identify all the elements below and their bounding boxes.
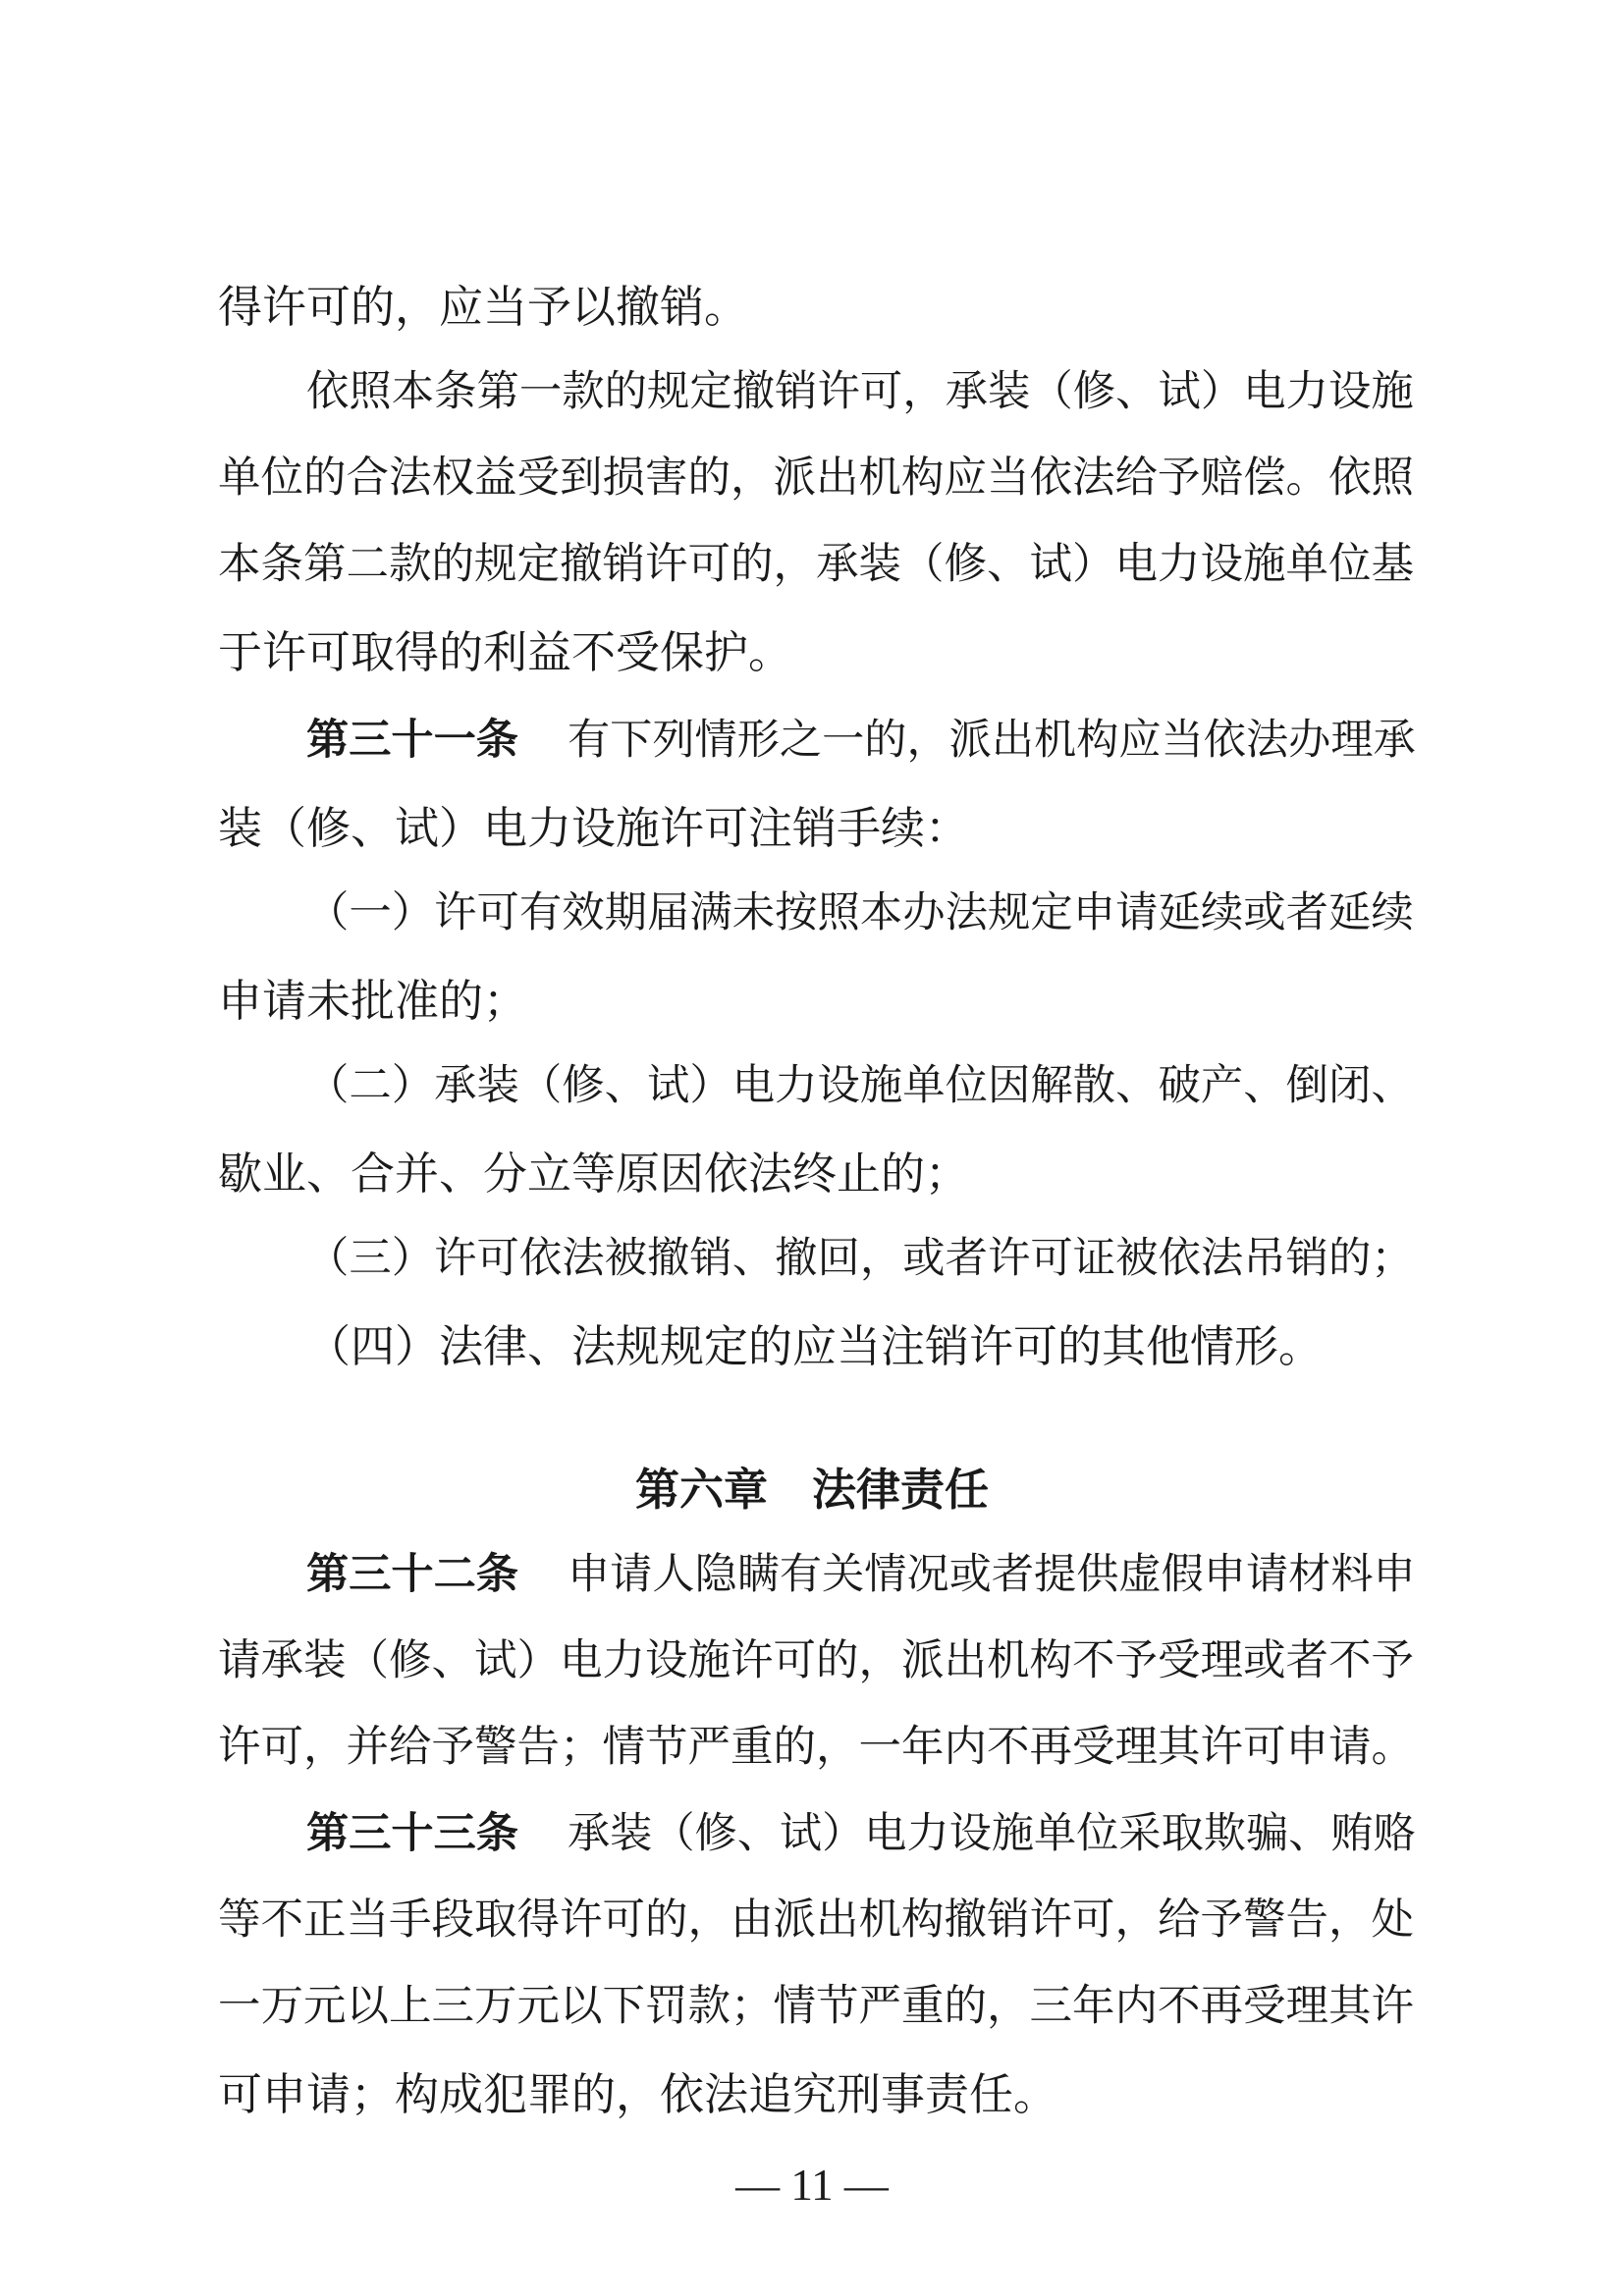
chapter-heading — [0, 1464, 1624, 1516]
paragraph-line: 请承装（修、试）电力设施许可的，派出机构不予受理或者不予 — [218, 1636, 1414, 1685]
paragraph-line: 本条第二款的规定撤销许可的，承装（修、试）电力设施单位基 — [218, 540, 1414, 589]
paragraph-line: 得许可的，应当予以撤销。 — [218, 281, 749, 333]
list-item-line: （一）许可有效期届满未按照本办法规定申请延续或者延续 — [306, 888, 1414, 937]
article-32-label: 第三十二条 — [306, 1550, 518, 1599]
article-33-label: 第三十三条 — [306, 1809, 518, 1858]
paragraph-line: 依照本条第一款的规定撤销许可，承装（修、试）电力设施 — [306, 367, 1414, 416]
paragraph-line: 等不正当手段取得许可的，由派出机构撤销许可，给予警告，处 — [218, 1896, 1414, 1945]
article-32-first-line — [306, 1550, 1416, 1599]
paragraph-line: 单位的合法权益受到损害的，派出机构应当依法给予赔偿。依照 — [218, 454, 1414, 503]
article-31-label: 第三十一条 — [306, 716, 518, 765]
paragraph-line: 装（修、试）电力设施许可注销手续： — [218, 802, 970, 854]
article-33-text: 承装（修、试）电力设施单位采取欺骗、贿赂 — [567, 1809, 1416, 1858]
list-item-line: （二）承装（修、试）电力设施单位因解散、破产、倒闭、 — [306, 1061, 1414, 1110]
paragraph-line: 可申请；构成犯罪的，依法追究刑事责任。 — [218, 2068, 1058, 2120]
chapter-number: 第六章 — [634, 1464, 768, 1516]
list-item-line: 歇业、合并、分立等原因依法终止的； — [218, 1148, 970, 1200]
article-33-first-line — [306, 1809, 1416, 1858]
article-31-first-line — [306, 716, 1416, 765]
list-item-line: （三）许可依法被撤销、撤回，或者许可证被依法吊销的； — [306, 1234, 1414, 1283]
chapter-title: 法律责任 — [812, 1464, 990, 1516]
paragraph-line: 于许可取得的利益不受保护。 — [218, 626, 793, 678]
list-item-line: （四）法律、法规规定的应当注销许可的其他情形。 — [306, 1320, 1324, 1372]
page-number: — 11 — — [735, 2161, 889, 2210]
article-31-text: 有下列情形之一的，派出机构应当依法办理承 — [567, 716, 1416, 765]
paragraph-line: 一万元以上三万元以下罚款；情节严重的，三年内不再受理其许 — [218, 1982, 1414, 2031]
paragraph-line: 许可，并给予警告；情节严重的，一年内不再受理其许可申请。 — [218, 1723, 1414, 1772]
list-item-line: 申请未批准的； — [218, 975, 528, 1027]
article-32-text: 申请人隐瞒有关情况或者提供虚假申请材料申 — [567, 1550, 1416, 1599]
